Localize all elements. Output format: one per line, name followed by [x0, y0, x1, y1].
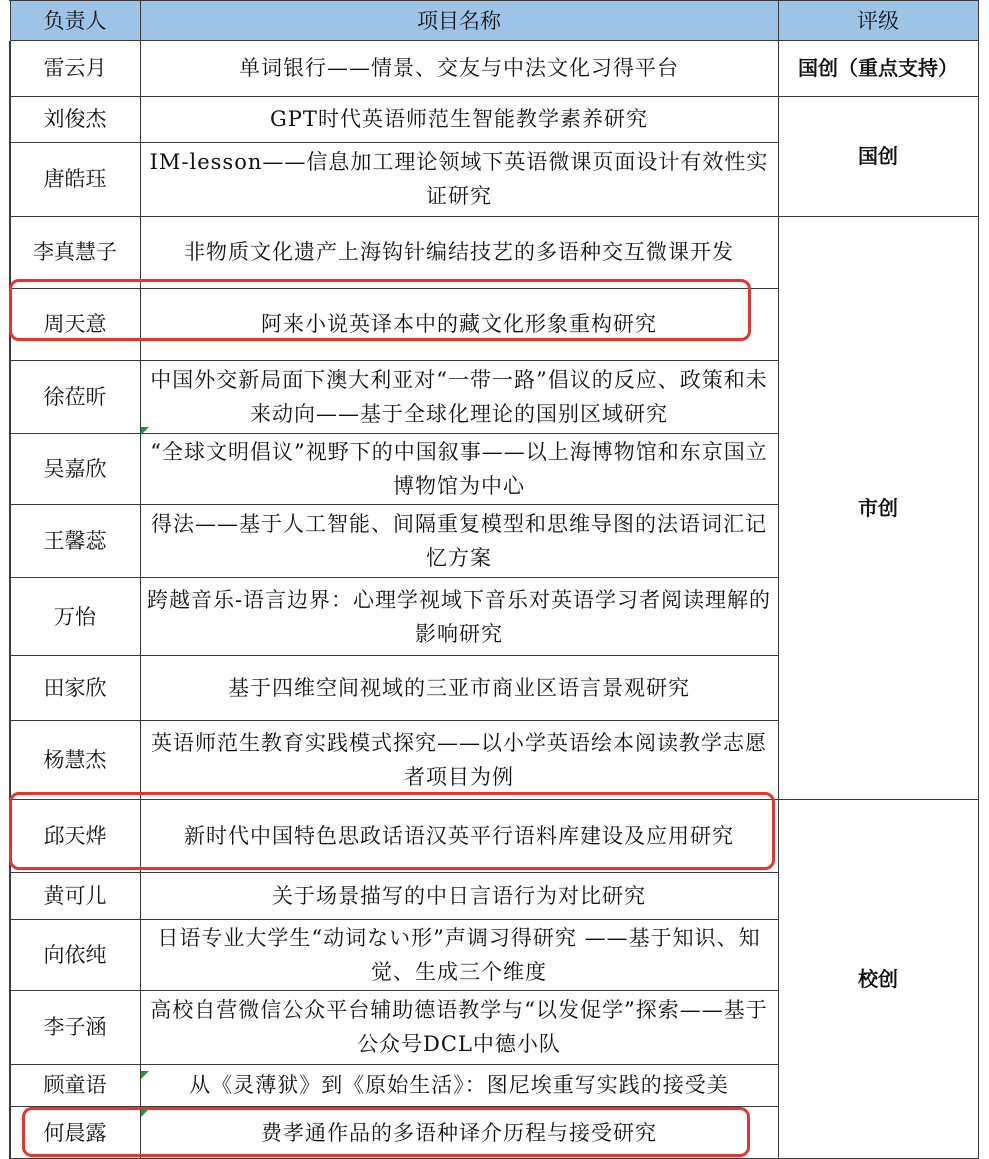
gutter-cell	[978, 505, 989, 578]
owner-cell[interactable]: 李子涵	[10, 991, 140, 1064]
header-owner[interactable]: 负责人	[10, 1, 140, 41]
rating-cell[interactable]: 国创（重点支持）	[778, 41, 978, 97]
project-cell[interactable]: 非物质文化遗产上海钩针编结技艺的多语种交互微课开发	[140, 216, 778, 288]
project-cell[interactable]: 从《灵薄狱》到《原始生活》：图尼埃重写实践的接受美	[140, 1064, 778, 1107]
gutter-cell	[978, 360, 989, 433]
gutter-cell	[0, 96, 10, 142]
project-cell[interactable]: 高校自营微信公众平台辅助德语教学与“以发促学”探索——基于公众号DCL中德小队	[140, 991, 778, 1064]
owner-cell[interactable]: 田家欣	[10, 656, 140, 721]
gutter-cell	[978, 142, 989, 216]
cell-comment-flag[interactable]	[141, 1071, 149, 1079]
owner-cell[interactable]: 雷云月	[10, 41, 140, 97]
owner-cell[interactable]: 唐皓珏	[10, 142, 140, 216]
rating-cell[interactable]: 国创	[778, 96, 978, 216]
gutter-cell	[978, 1, 989, 41]
gutter-cell	[978, 288, 989, 360]
project-cell[interactable]: 得法——基于人工智能、间隔重复模型和思维导图的法语词汇记忆方案	[140, 505, 778, 578]
rating-cell[interactable]: 市创	[778, 216, 978, 799]
cell-comment-flag[interactable]	[141, 1109, 149, 1117]
rating-cell[interactable]: 校创	[778, 799, 978, 1159]
gutter-cell	[0, 142, 10, 216]
project-cell[interactable]: 单词银行——情景、交友与中法文化习得平台	[140, 41, 778, 97]
owner-cell[interactable]: 黄可儿	[10, 872, 140, 920]
owner-cell[interactable]: 邱天烨	[10, 799, 140, 872]
owner-cell[interactable]: 王馨蕊	[10, 505, 140, 578]
project-cell[interactable]: 英语师范生教育实践模式探究——以小学英语绘本阅读教学志愿者项目为例	[140, 721, 778, 799]
gutter-cell	[0, 721, 10, 799]
project-cell[interactable]: IM-lesson——信息加工理论领域下英语微课页面设计有效性实证研究	[140, 142, 778, 216]
gutter-cell	[0, 216, 10, 288]
gutter-cell	[0, 433, 10, 504]
project-cell[interactable]: 跨越音乐-语言边界：心理学视域下音乐对英语学习者阅读理解的影响研究	[140, 578, 778, 656]
gutter-cell	[0, 288, 10, 360]
project-cell[interactable]: 费孝通作品的多语种译介历程与接受研究	[140, 1107, 778, 1159]
gutter-cell	[0, 41, 10, 97]
owner-cell[interactable]: 万怡	[10, 578, 140, 656]
gutter-cell	[0, 872, 10, 920]
project-cell[interactable]: GPT时代英语师范生智能教学素养研究	[140, 96, 778, 142]
gutter-cell	[978, 721, 989, 799]
owner-cell[interactable]: 周天意	[10, 288, 140, 360]
gutter-cell	[0, 505, 10, 578]
gutter-cell	[978, 872, 989, 920]
gutter-cell	[978, 656, 989, 721]
owner-cell[interactable]: 杨慧杰	[10, 721, 140, 799]
header-project[interactable]: 项目名称	[140, 1, 778, 41]
gutter-cell	[978, 1107, 989, 1159]
gutter-cell	[978, 991, 989, 1064]
owner-cell[interactable]: 徐莅昕	[10, 360, 140, 433]
owner-cell[interactable]: 何晨露	[10, 1107, 140, 1159]
gutter-cell	[978, 1064, 989, 1107]
gutter-cell	[978, 578, 989, 656]
project-cell[interactable]: “全球文明倡议”视野下的中国叙事——以上海博物馆和东京国立博物馆为中心	[140, 433, 778, 504]
owner-cell[interactable]: 向依纯	[10, 920, 140, 991]
cell-comment-flag[interactable]	[141, 427, 149, 435]
owner-cell[interactable]: 吴嘉欣	[10, 433, 140, 504]
project-cell[interactable]: 中国外交新局面下澳大利亚对“一带一路”倡议的反应、政策和未来动向——基于全球化理论的国别区域研究	[140, 360, 778, 433]
gutter-cell	[0, 360, 10, 433]
project-cell[interactable]: 日语专业大学生“动词ない形”声调习得研究 ——基于知识、知觉、生成三个维度	[140, 920, 778, 991]
gutter-cell	[978, 920, 989, 991]
gutter-cell	[0, 799, 10, 872]
gutter-cell	[0, 991, 10, 1064]
gutter-cell	[978, 799, 989, 872]
project-cell[interactable]: 新时代中国特色思政话语汉英平行语料库建设及应用研究	[140, 799, 778, 872]
gutter-cell	[0, 656, 10, 721]
project-cell[interactable]: 关于场景描写的中日言语行为对比研究	[140, 872, 778, 920]
gutter-cell	[978, 41, 989, 97]
owner-cell[interactable]: 刘俊杰	[10, 96, 140, 142]
gutter-cell	[978, 96, 989, 142]
gutter-cell	[978, 433, 989, 504]
gutter-cell	[978, 216, 989, 288]
gutter-cell	[0, 578, 10, 656]
header-rating[interactable]: 评级	[778, 1, 978, 41]
gutter-cell	[0, 1064, 10, 1107]
gutter-cell	[0, 920, 10, 991]
owner-cell[interactable]: 顾童语	[10, 1064, 140, 1107]
owner-cell[interactable]: 李真慧子	[10, 216, 140, 288]
gutter-cell	[0, 1107, 10, 1159]
project-cell[interactable]: 阿来小说英译本中的藏文化形象重构研究	[140, 288, 778, 360]
project-cell[interactable]: 基于四维空间视域的三亚市商业区语言景观研究	[140, 656, 778, 721]
gutter-cell	[0, 1, 10, 41]
